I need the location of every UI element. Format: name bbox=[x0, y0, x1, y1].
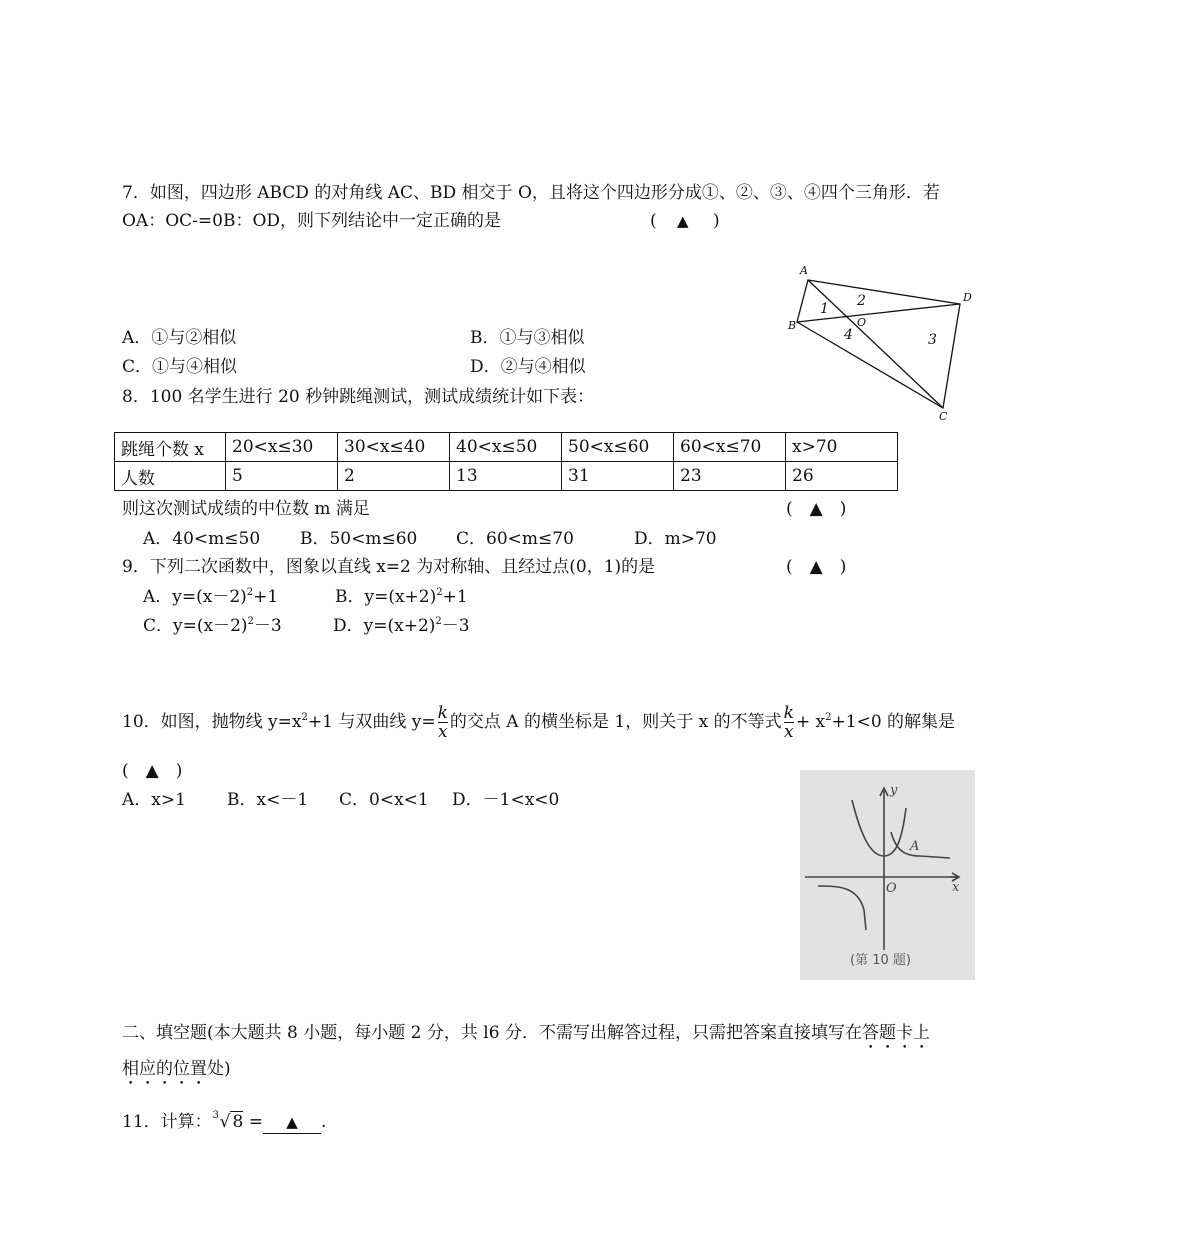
q7-bracket-open: ( bbox=[650, 211, 657, 231]
table-cell: 30<x≤40 bbox=[338, 433, 450, 462]
q7-bracket-close: ) bbox=[713, 211, 720, 231]
q10-text-1: 10．如图，抛物线 y=x bbox=[122, 712, 302, 732]
q9-d-base: D．y=(x+2) bbox=[333, 616, 436, 636]
q10-answer-mark: ( ▲ ) bbox=[122, 761, 183, 781]
q10-exp-1: 2 bbox=[301, 712, 308, 723]
diagonal-ac bbox=[808, 280, 943, 408]
table-cell: 20<x≤30 bbox=[226, 433, 338, 462]
q11-equals: = bbox=[243, 1112, 263, 1132]
origin-label: O bbox=[886, 881, 897, 896]
q7-line1: 7．如图，四边形 ABCD 的对角线 AC、BD 相交于 O，且将这个四边形分成①、②、③、④四个三角形．若 bbox=[122, 183, 940, 203]
q9-option-c bbox=[143, 615, 282, 637]
q7-option-d: D．②与④相似 bbox=[470, 357, 586, 377]
region-4: 4 bbox=[844, 327, 853, 343]
section2-line1 bbox=[122, 1022, 930, 1053]
q9-a-exp: 2 bbox=[246, 587, 254, 598]
parabola-hyperbola-figure bbox=[800, 770, 975, 980]
q9-c-base: C．y=(x－2) bbox=[143, 616, 248, 636]
q9-option-d bbox=[333, 615, 470, 637]
table-cell: 23 bbox=[674, 462, 786, 491]
q10-exp-2: 2 bbox=[825, 712, 832, 723]
q11-label: 11．计算： bbox=[122, 1112, 212, 1132]
q9-option-a bbox=[143, 586, 278, 608]
table-cell: 60<x≤70 bbox=[674, 433, 786, 462]
region-1: 1 bbox=[820, 301, 829, 317]
q10-option-c: C．0<x<1 bbox=[339, 790, 429, 810]
frac-den: x bbox=[783, 722, 794, 742]
figure-background bbox=[800, 770, 975, 980]
q8-question: 则这次测试成绩的中位数 m 满足 bbox=[122, 499, 370, 519]
table-cell: 跳绳个数 x bbox=[115, 433, 226, 462]
table-cell: 2 bbox=[338, 462, 450, 491]
q9-b-exp: 2 bbox=[436, 587, 443, 598]
q9-d-exp: 2 bbox=[435, 616, 442, 627]
q11-answer-blank: ▲ bbox=[263, 1111, 321, 1134]
frac-num: k bbox=[783, 703, 794, 723]
q11-period: . bbox=[320, 1112, 327, 1132]
q10-option-b: B．x<－1 bbox=[227, 790, 309, 810]
section2-emphasis-2: 相应的位置 bbox=[122, 1059, 207, 1079]
label-a: A bbox=[800, 264, 808, 277]
q9-b-tail: +1 bbox=[442, 587, 468, 607]
point-a-label: A bbox=[910, 839, 920, 854]
label-b: B bbox=[788, 319, 797, 332]
table-cell: 31 bbox=[562, 462, 674, 491]
q10-question bbox=[122, 702, 955, 742]
quadrilateral-figure bbox=[780, 258, 980, 428]
q10-text-5: +1<0 的解集是 bbox=[831, 712, 956, 732]
frac-num: k bbox=[437, 703, 448, 723]
radicand: 8 bbox=[232, 1112, 244, 1132]
q9-a-tail: +1 bbox=[253, 587, 279, 607]
q7-option-b: B．①与③相似 bbox=[470, 328, 585, 348]
region-3: 3 bbox=[928, 332, 937, 348]
q9-b-base: B．y=(x+2) bbox=[335, 587, 437, 607]
q9-answer-mark: ( ▲ ) bbox=[786, 557, 847, 577]
q10-text-4: + x bbox=[795, 712, 826, 732]
table-cell: 5 bbox=[226, 462, 338, 491]
table-header-row bbox=[115, 433, 898, 462]
table-cell: 50<x≤60 bbox=[562, 433, 674, 462]
section2-text: 二、填空题(本大题共 8 小题，每小题 2 分，共 l6 分．不需写出解答过程，只需把答案直接填写在 bbox=[122, 1023, 862, 1043]
table-cell: x>70 bbox=[786, 433, 898, 462]
jump-rope-table bbox=[114, 432, 898, 491]
q9-c-tail: －3 bbox=[253, 616, 282, 636]
q9-question: 9．下列二次函数中，图象以直线 x=2 为对称轴、且经过点(0，1)的是 bbox=[122, 557, 656, 577]
q8-option-c: C．60<m≤70 bbox=[456, 529, 574, 549]
q9-a-base: A．y=(x－2) bbox=[143, 587, 247, 607]
q9-c-exp: 2 bbox=[247, 616, 254, 627]
q8-answer-mark: ( ▲ ) bbox=[786, 499, 847, 519]
q7-option-c: C．①与④相似 bbox=[122, 357, 238, 377]
q9-option-b bbox=[335, 586, 468, 608]
section2-line2 bbox=[122, 1058, 231, 1089]
q7-option-a: A．①与②相似 bbox=[122, 328, 237, 348]
q8-intro: 8．100 名学生进行 20 秒钟跳绳测试，测试成绩统计如下表： bbox=[122, 387, 595, 407]
table-cell: 13 bbox=[450, 462, 562, 491]
region-2: 2 bbox=[857, 293, 866, 309]
q10-text-2: +1 与双曲线 y= bbox=[307, 712, 436, 732]
q10-option-a: A．x>1 bbox=[122, 790, 186, 810]
q10-fraction-1 bbox=[438, 704, 448, 741]
cube-root bbox=[212, 1110, 244, 1133]
q8-option-b: B．50<m≤60 bbox=[300, 529, 418, 549]
root-index: 3 bbox=[212, 1110, 220, 1121]
q11-line bbox=[122, 1111, 326, 1134]
frac-den: x bbox=[437, 722, 448, 742]
q8-option-d: D．m>70 bbox=[634, 529, 717, 549]
q10-fraction-2 bbox=[784, 704, 794, 741]
radical-sign: √ bbox=[219, 1112, 231, 1132]
q10-option-d: D．－1<x<0 bbox=[452, 790, 560, 810]
y-axis-label: y bbox=[890, 783, 898, 798]
section2-text-end: 处) bbox=[207, 1059, 231, 1079]
table-cell: 26 bbox=[786, 462, 898, 491]
q8-option-a: A．40<m≤50 bbox=[143, 529, 261, 549]
label-o: O bbox=[857, 316, 867, 329]
section2-emphasis-1: 答题卡上 bbox=[861, 1023, 930, 1043]
table-cell: 人数 bbox=[115, 462, 226, 491]
q9-d-tail: －3 bbox=[441, 616, 470, 636]
q7-line2: OA：OC-=0B：OD，则下列结论中一定正确的是 bbox=[122, 211, 502, 231]
figure-caption: (第 10 题) bbox=[850, 953, 911, 968]
table-row bbox=[115, 462, 898, 491]
table-cell: 40<x≤50 bbox=[450, 433, 562, 462]
q10-text-3: 的交点 A 的横坐标是 1，则关于 x 的不等式 bbox=[449, 712, 782, 732]
q7-answer-mark: ▲ bbox=[677, 212, 689, 230]
label-d: D bbox=[963, 291, 972, 304]
x-axis-label: x bbox=[952, 880, 960, 895]
label-c: C bbox=[939, 410, 948, 423]
